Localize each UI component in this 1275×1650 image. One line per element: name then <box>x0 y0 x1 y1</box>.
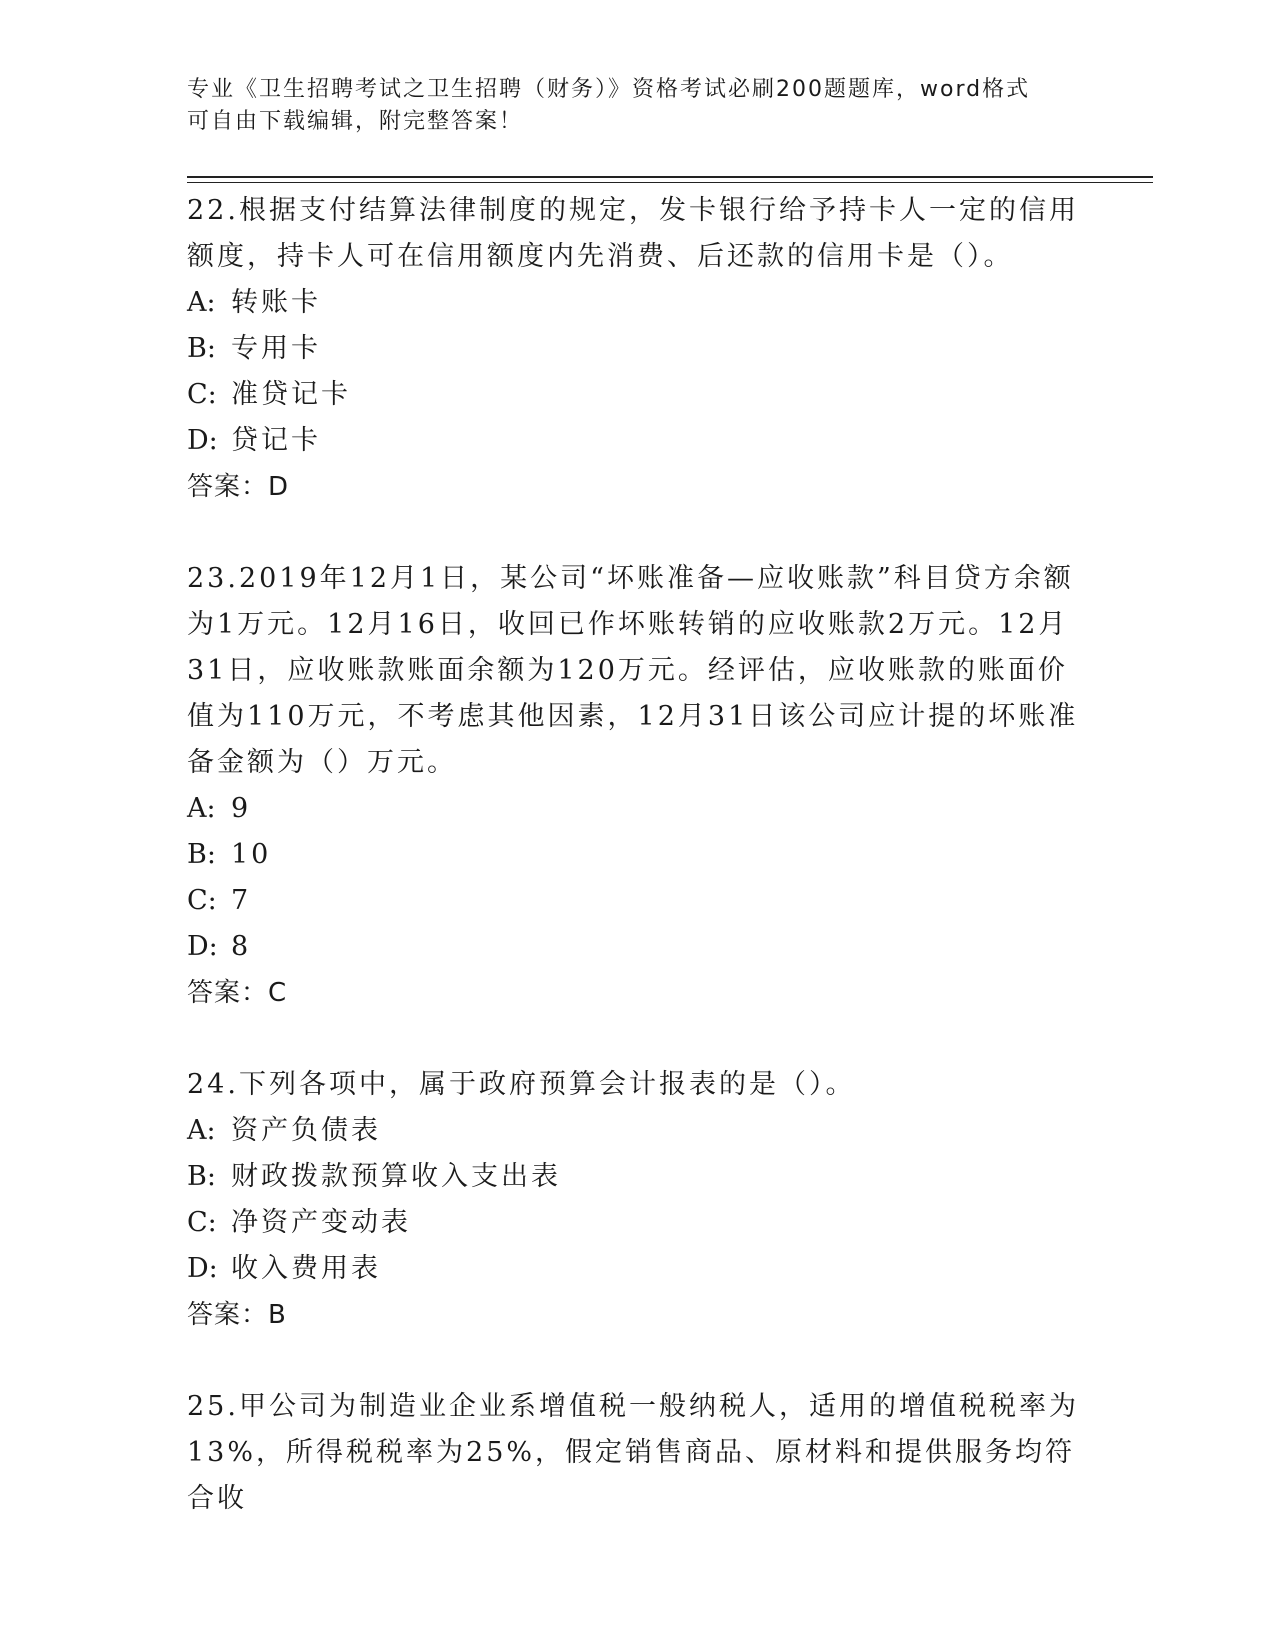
answer: 答案：C <box>187 978 288 1008</box>
option-text: 准贷记卡 <box>231 379 351 410</box>
option-a <box>187 786 1087 832</box>
spacer <box>187 510 1087 556</box>
spacer <box>187 1016 1087 1062</box>
option-text: 收入费用表 <box>231 1253 381 1284</box>
option-label: B: <box>187 839 216 870</box>
option-label: B: <box>187 333 216 364</box>
question-list <box>187 188 1087 1522</box>
header-divider-thin <box>187 182 1153 183</box>
question-text: 22.根据支付结算法律制度的规定，发卡银行给予持卡人一定的信用额度，持卡人可在信用额度内先消费、后还款的信用卡是（）。 <box>187 195 1079 272</box>
option-label: C: <box>187 1207 217 1238</box>
answer: 答案：B <box>187 1300 287 1330</box>
answer: 答案：D <box>187 472 290 502</box>
option-d <box>187 418 1087 464</box>
header-line-1: 专业《卫生招聘考试之卫生招聘（财务）》资格考试必刷200题题库，word格式 <box>187 77 1031 102</box>
option-c <box>187 878 1087 924</box>
option-a <box>187 1108 1087 1154</box>
question-text: 25.甲公司为制造业企业系增值税一般纳税人，适用的增值税税率为13%，所得税税率为25%，假定销售商品、原材料和提供服务均符合收 <box>187 1391 1079 1514</box>
option-label: C: <box>187 379 217 410</box>
spacer <box>187 1338 1087 1384</box>
option-d <box>187 924 1087 970</box>
option-c <box>187 372 1087 418</box>
option-text: 9 <box>231 793 252 824</box>
option-b <box>187 832 1087 878</box>
header-line-2: 可自由下载编辑，附完整答案！ <box>187 109 524 134</box>
option-b <box>187 326 1087 372</box>
option-text: 资产负债表 <box>231 1115 381 1146</box>
option-text: 净资产变动表 <box>231 1207 411 1238</box>
option-text: 贷记卡 <box>231 425 321 456</box>
option-text: 7 <box>231 885 252 916</box>
option-label: D: <box>187 931 218 962</box>
option-label: D: <box>187 1253 218 1284</box>
option-text: 财政拨款预算收入支出表 <box>231 1161 561 1192</box>
document-header <box>187 74 1067 138</box>
option-text: 8 <box>231 931 252 962</box>
question-25 <box>187 1384 1087 1522</box>
option-b <box>187 1154 1087 1200</box>
question-text: 23.2019年12月1日，某公司“坏账准备—应收账款”科目贷方余额为1万元。12月16日，收回已作坏账转销的应收账款2万元。12月31日，应收账款账面余额为120万元。经评估，应收账款的账面价值为110万元，不考虑其他因素，12月31日该公司应计提的坏账准备金额为（）万元。 <box>187 563 1079 778</box>
option-c <box>187 1200 1087 1246</box>
option-label: A: <box>187 287 216 318</box>
option-d <box>187 1246 1087 1292</box>
option-label: B: <box>187 1161 216 1192</box>
question-23 <box>187 556 1087 1016</box>
option-text: 专用卡 <box>231 333 321 364</box>
question-text: 24.下列各项中，属于政府预算会计报表的是（）。 <box>187 1069 856 1100</box>
option-label: A: <box>187 793 216 824</box>
option-a <box>187 280 1087 326</box>
option-label: C: <box>187 885 217 916</box>
header-divider-thick <box>187 176 1153 178</box>
question-24 <box>187 1062 1087 1338</box>
option-text: 10 <box>231 839 272 870</box>
question-22 <box>187 188 1087 510</box>
option-text: 转账卡 <box>231 287 321 318</box>
option-label: D: <box>187 425 218 456</box>
option-label: A: <box>187 1115 216 1146</box>
